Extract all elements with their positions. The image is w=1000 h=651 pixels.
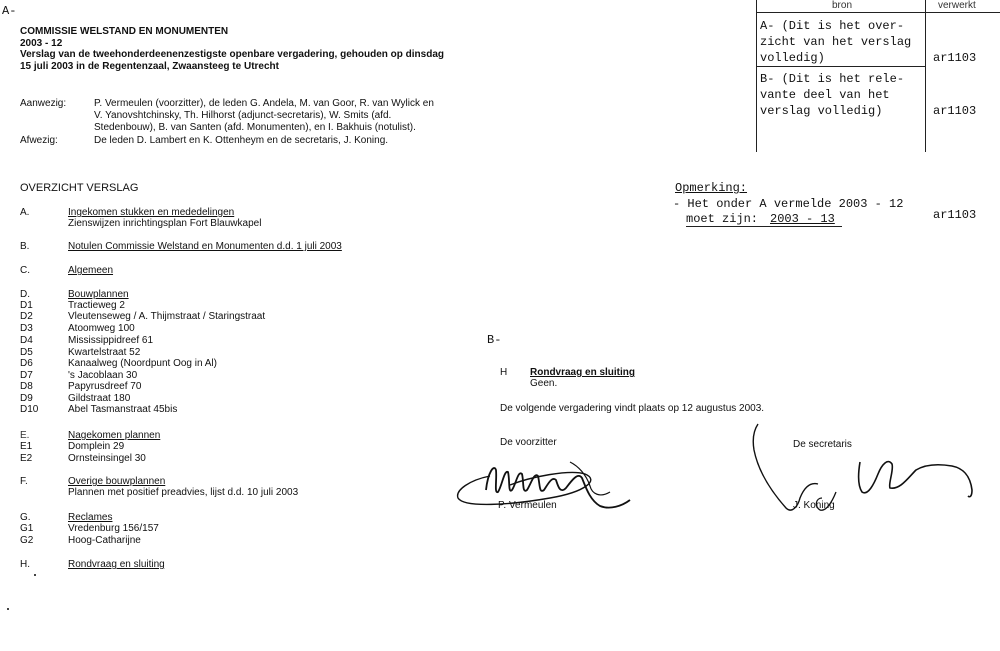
item-e-title: Nagekomen plannen bbox=[68, 430, 161, 441]
remark-row-2-line-3: verslag volledig) bbox=[760, 104, 883, 118]
remark-row-1-processed: ar1103 bbox=[933, 51, 977, 65]
document-title: COMMISSIE WELSTAND EN MONUMENTEN bbox=[20, 26, 229, 37]
column-header-processed: verwerkt bbox=[938, 0, 976, 11]
item-code-d4: D4 bbox=[20, 335, 33, 346]
remark-row-1-line-1: A- (Dit is het over- bbox=[760, 19, 905, 33]
item-d3-text: Atoomweg 100 bbox=[68, 323, 135, 334]
chair-signature bbox=[450, 450, 640, 520]
item-d6-text: Kanaalweg (Noordpunt Oog in Al) bbox=[68, 358, 217, 369]
item-code-d1: D1 bbox=[20, 300, 33, 311]
annex-item-title: Rondvraag en sluiting bbox=[530, 367, 636, 378]
present-line-3: Stedenbouw), B. van Santen (afd. Monumenten), en I. Bakhuis (notulist). bbox=[94, 122, 416, 133]
item-d10-text: Abel Tasmanstraat 45bis bbox=[68, 404, 178, 415]
remark-row-1-line-3: volledig) bbox=[760, 51, 825, 65]
table-border-left bbox=[756, 0, 757, 152]
item-d2-text: Vleutenseweg / A. Thijmstraat / Staringstraat bbox=[68, 311, 266, 322]
item-h-title: Rondvraag en sluiting bbox=[68, 559, 165, 570]
present-line-2: V. Yanovshtchinsky, Th. Hilhorst (adjunct-secretaris), W. Smits (afd. bbox=[94, 110, 392, 121]
item-d9-text: Gildstraat 180 bbox=[68, 393, 131, 404]
item-code-h: H. bbox=[20, 559, 30, 570]
secretary-label: De secretaris bbox=[793, 439, 852, 450]
chair-label: De voorzitter bbox=[500, 437, 557, 448]
report-line-2: 15 juli 2003 in de Regentenzaal, Zwaansteeg te Utrecht bbox=[20, 61, 279, 72]
present-line-1: P. Vermeulen (voorzitter), de leden G. Andela, M. van Goor, R. van Wylick en bbox=[94, 98, 434, 109]
secretary-signature bbox=[740, 418, 990, 518]
item-code-a: A. bbox=[20, 207, 30, 218]
item-b-title: Notulen Commissie Welstand en Monumenten d.d. 1 juli 2003 bbox=[68, 241, 342, 252]
absent-label: Afwezig: bbox=[20, 135, 58, 146]
meeting-number: 2003 - 12 bbox=[20, 38, 63, 49]
item-d1-text: Tractieweg 2 bbox=[68, 300, 125, 311]
item-a-sub: Zienswijzen inrichtingsplan Fort Blauwkapel bbox=[68, 218, 262, 229]
item-d5-text: Kwartelstraat 52 bbox=[68, 347, 141, 358]
remark-line-2-prefix: moet zijn: bbox=[686, 212, 759, 226]
item-d7-text: 's Jacoblaan 30 bbox=[68, 370, 138, 381]
table-column-divider bbox=[925, 0, 926, 152]
item-code-c: C. bbox=[20, 265, 30, 276]
remark-heading: Opmerking: bbox=[675, 181, 748, 195]
table-row-rule bbox=[756, 66, 926, 67]
remark-row-1-line-2: zicht van het verslag bbox=[760, 35, 912, 49]
remark-underline bbox=[686, 226, 842, 227]
column-header-source: bron bbox=[832, 0, 853, 11]
annex-item-code: H bbox=[500, 367, 508, 378]
item-code-e1: E1 bbox=[20, 441, 33, 452]
item-g2-text: Hoog-Catharijne bbox=[68, 535, 141, 546]
item-d8-text: Papyrusdreef 70 bbox=[68, 381, 142, 392]
remark-line-2-value: 2003 - 13 bbox=[770, 212, 835, 226]
corner-mark: A- bbox=[2, 4, 17, 18]
item-d4-text: Mississippidreef 61 bbox=[68, 335, 154, 346]
item-code-d3: D3 bbox=[20, 323, 33, 334]
item-code-d7: D7 bbox=[20, 370, 33, 381]
remark-row-2-line-2: vante deel van het bbox=[760, 88, 890, 102]
item-code-e: E. bbox=[20, 430, 30, 441]
item-e1-text: Domplein 29 bbox=[68, 441, 125, 452]
item-c-title: Algemeen bbox=[68, 265, 114, 276]
item-g1-text: Vredenburg 156/157 bbox=[68, 523, 159, 534]
annex-mark: B- bbox=[487, 333, 502, 347]
item-code-d6: D6 bbox=[20, 358, 33, 369]
table-header-rule bbox=[756, 12, 1000, 13]
absent-line: De leden D. Lambert en K. Ottenheym en de secretaris, J. Koning. bbox=[94, 135, 389, 146]
remark-row-2-line-1: B- (Dit is het rele- bbox=[760, 72, 905, 86]
item-code-d8: D8 bbox=[20, 381, 33, 392]
remark-processed: ar1103 bbox=[933, 208, 977, 222]
item-code-g: G. bbox=[20, 512, 31, 523]
item-code-g2: G2 bbox=[20, 535, 34, 546]
report-line-1: Verslag van de tweehonderdeenenzestigste openbare vergadering, gehouden op dinsdag bbox=[20, 49, 444, 60]
item-e2-text: Ornsteinsingel 30 bbox=[68, 453, 146, 464]
item-d-title: Bouwplannen bbox=[68, 289, 129, 300]
scan-speck bbox=[7, 608, 9, 610]
next-meeting-text: De volgende vergadering vindt plaats op 12 augustus 2003. bbox=[500, 403, 765, 414]
item-code-e2: E2 bbox=[20, 453, 33, 464]
item-f-sub: Plannen met positief preadvies, lijst d.d. 10 juli 2003 bbox=[68, 487, 299, 498]
scan-speck bbox=[34, 574, 36, 576]
chair-name: P. Vermeulen bbox=[498, 500, 557, 511]
item-code-b: B. bbox=[20, 241, 30, 252]
item-code-d: D. bbox=[20, 289, 30, 300]
item-code-d9: D9 bbox=[20, 393, 33, 404]
item-a-title: Ingekomen stukken en mededelingen bbox=[68, 207, 235, 218]
item-code-d5: D5 bbox=[20, 347, 33, 358]
remark-line-1: - Het onder A vermelde 2003 - 12 bbox=[673, 197, 904, 211]
item-code-g1: G1 bbox=[20, 523, 34, 534]
overview-heading: OVERZICHT VERSLAG bbox=[20, 182, 139, 194]
item-g-title: Reclames bbox=[68, 512, 113, 523]
item-code-d2: D2 bbox=[20, 311, 33, 322]
present-label: Aanwezig: bbox=[20, 98, 67, 109]
annex-item-sub: Geen. bbox=[530, 378, 558, 389]
item-code-d10: D10 bbox=[20, 404, 39, 415]
item-code-f: F. bbox=[20, 476, 28, 487]
secretary-name: J. Koning bbox=[793, 500, 835, 511]
item-f-title: Overige bouwplannen bbox=[68, 476, 166, 487]
remark-row-2-processed: ar1103 bbox=[933, 104, 977, 118]
